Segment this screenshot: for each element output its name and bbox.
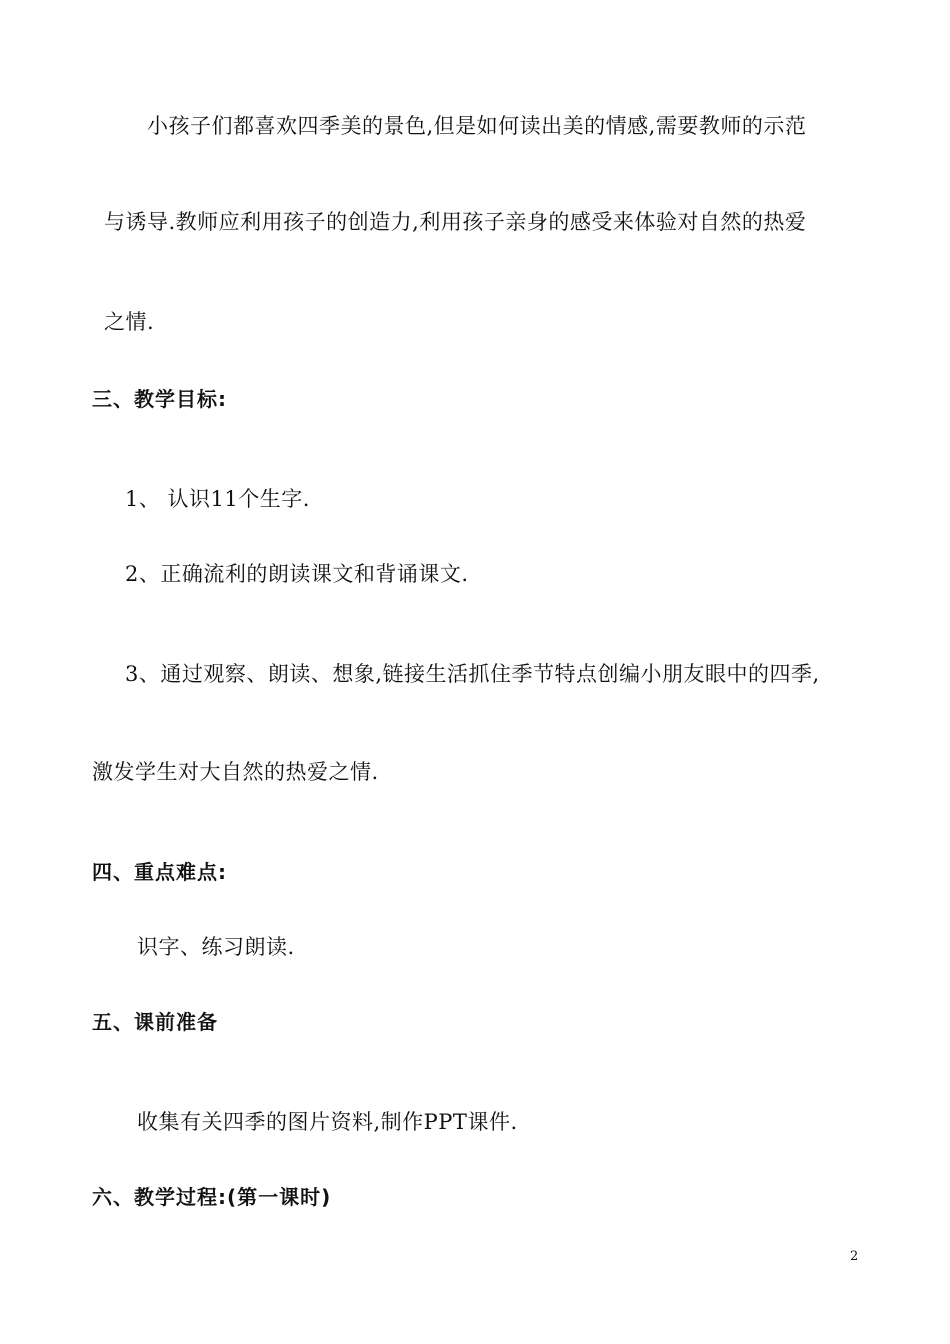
page-number: 2 [850,1249,859,1264]
section-heading-goals: 三、教学目标: [92,387,227,411]
goal-item-2: 2、正确流利的朗读课文和背诵课文. [125,562,469,586]
section-heading-key-points: 四、重点难点: [92,860,227,884]
intro-paragraph-line-2: 与诱导.教师应利用孩子的创造力,利用孩子亲身的感受来体验对自然的热爱 [104,210,807,234]
preparation-text: 收集有关四季的图片资料,制作PPT课件. [137,1110,518,1134]
key-points-text: 识字、练习朗读. [137,935,295,959]
section-heading-teaching-process: 六、教学过程:(第一课时) [92,1185,332,1209]
goal-item-1: 1、 认识11个生字. [125,487,310,511]
intro-paragraph-line-1: 小孩子们都喜欢四季美的景色,但是如何读出美的情感,需要教师的示范 [147,114,807,138]
goal-item-3-line-1: 3、通过观察、朗读、想象,链接生活抓住季节特点创编小朋友眼中的四季, [125,662,820,686]
section-heading-preparation: 五、课前准备 [92,1010,218,1034]
goal-item-3-line-2: 激发学生对大自然的热爱之情. [92,760,379,784]
intro-paragraph-line-3: 之情. [104,310,155,334]
